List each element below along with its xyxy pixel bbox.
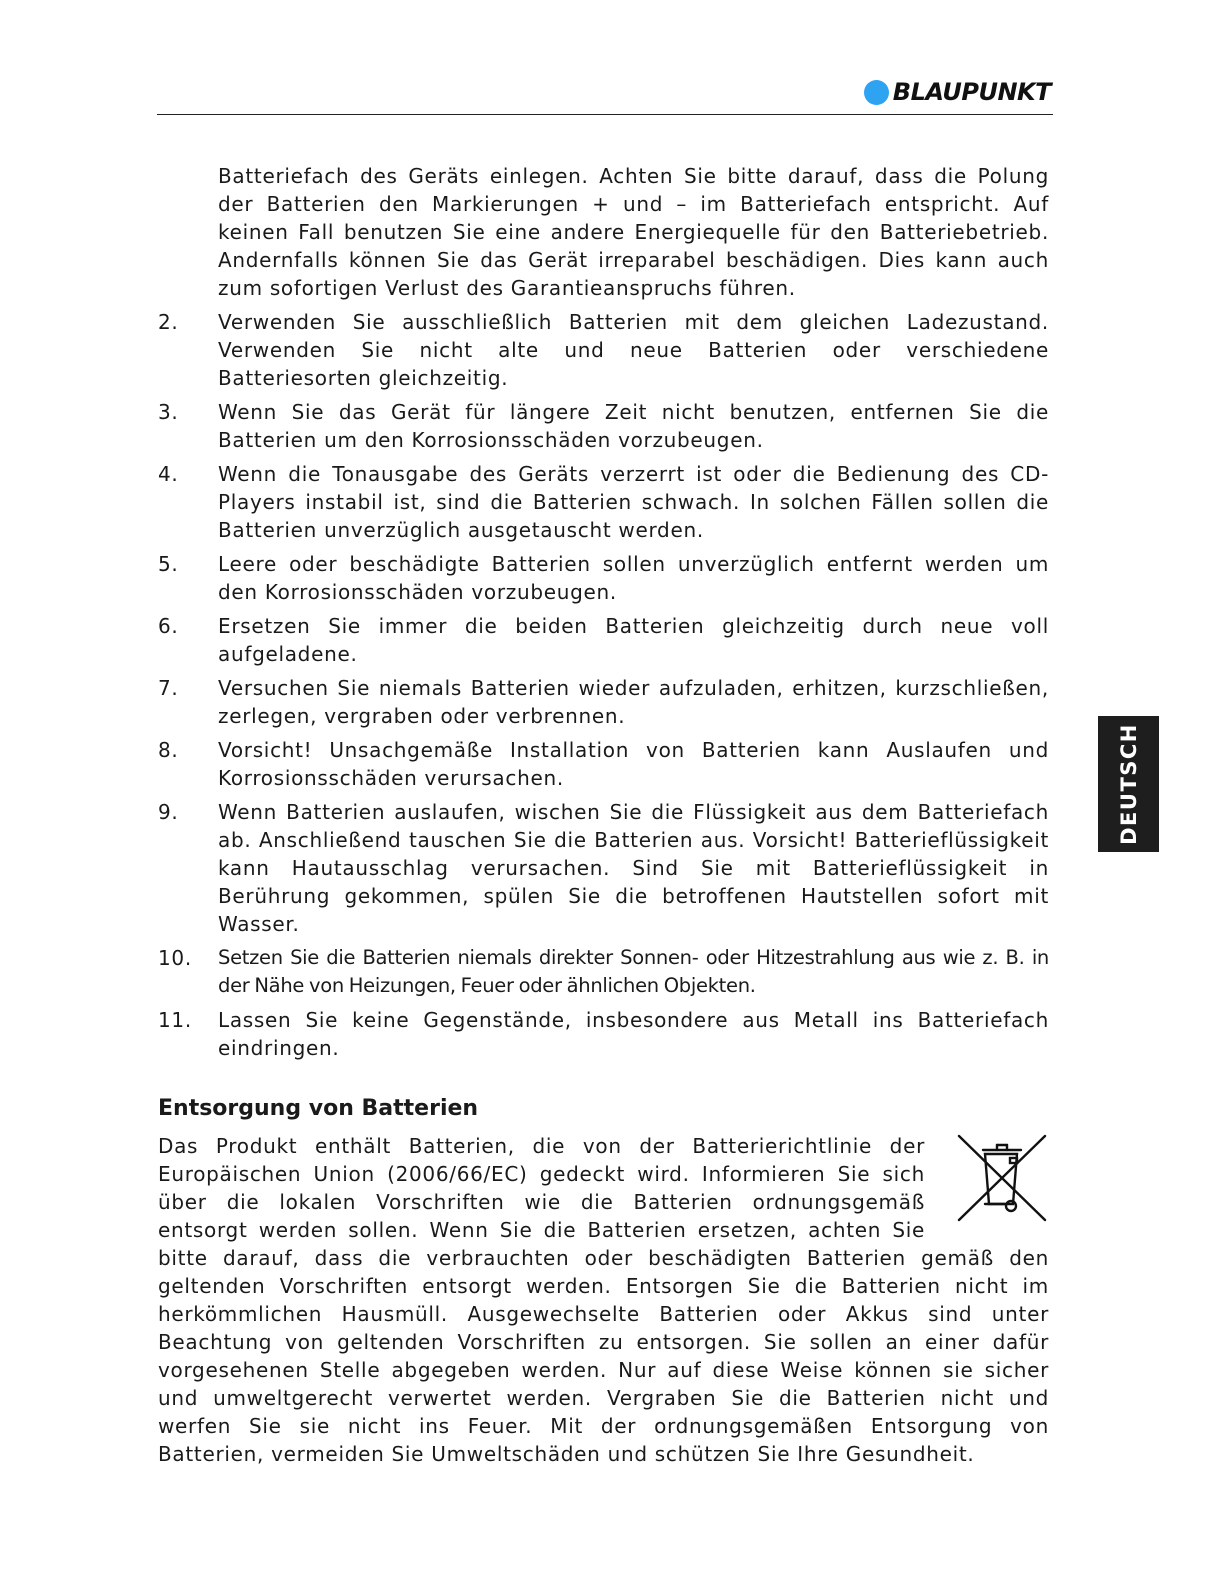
- list-item: [158, 1006, 1049, 1062]
- list-item-number: 7.: [158, 676, 179, 700]
- language-tab-label: DEUTSCH: [1116, 723, 1141, 845]
- list-item: [158, 674, 1049, 730]
- page-header: [157, 74, 1053, 115]
- crossed-out-wheelie-bin-icon: [955, 1132, 1049, 1226]
- list-item: [158, 944, 1049, 1000]
- list-item-number: 9.: [158, 800, 179, 824]
- list-item-text: Versuchen Sie niemals Batterien wieder aufzuladen, erhitzen, kurzschließen, zerlegen, vergraben oder verbrennen.: [218, 676, 1049, 728]
- list-item-text: Verwenden Sie ausschließlich Batterien mit dem gleichen Ladezustand. Verwenden Sie nicht alte und neue Batterien oder verschiedene Batteriesorten gleichzeitig.: [218, 310, 1049, 390]
- list-item-number: 6.: [158, 614, 179, 638]
- numbered-list: [158, 308, 1049, 1062]
- list-item: [158, 398, 1049, 454]
- disposal-paragraph: [158, 1132, 1049, 1468]
- section-heading: Entsorgung von Batterien: [158, 1096, 479, 1121]
- list-item: [158, 612, 1049, 668]
- brand-name: BLAUPUNKT: [892, 78, 1051, 106]
- list-item-text: Lassen Sie keine Gegenstände, insbesondere aus Metall ins Batteriefach eindringen.: [218, 1008, 1049, 1060]
- language-tab: [1098, 716, 1159, 852]
- list-item-text: Vorsicht! Unsachgemäße Installation von Batterien kann Auslaufen und Korrosionsschäden verursachen.: [218, 738, 1049, 790]
- intro-paragraph: Batteriefach des Geräts einlegen. Achten Sie bitte darauf, dass die Polung der Batterien den Markierungen + und – im Batteriefach entspricht. Auf keinen Fall benutzen Sie eine andere Energiequelle für den Batteriebetrieb. Andernfalls können Sie das Gerät irreparabel beschädigen. Dies kann auch zum sofortigen Verlust des Garantieanspruchs führen.: [218, 164, 1049, 300]
- list-item-number: 4.: [158, 462, 179, 486]
- list-item-text: Wenn Sie das Gerät für längere Zeit nicht benutzen, entfernen Sie die Batterien um den Korrosionsschäden vorzubeugen.: [218, 400, 1049, 452]
- brand-logo: [864, 78, 1051, 106]
- list-item: [158, 550, 1049, 606]
- logo-dot-icon: [864, 80, 889, 105]
- disposal-text: Das Produkt enthält Batterien, die von der Batterierichtlinie der Europäischen Union (2006/66/EC) gedeckt wird. Informieren Sie sich über die lokalen Vorschriften wie die Batterien ordnungsgemäß entsorgt werden sollen. Wenn Sie die Batterien ersetzen, achten Sie bitte darauf, dass die verbrauchten oder beschädigten Batterien gemäß den geltenden Vorschriften entsorgt werden. Entsorgen Sie die Batterien nicht im herkömmlichen Hausmüll. Ausgewechselte Batterien oder Akkus sind unter Beachtung von geltenden Vorschriften zu entsorgen. Sie sollen an einer dafür vorgesehenen Stelle abgegeben werden. Nur auf diese Weise können sie sicher und umweltgerecht verwertet werden. Vergraben Sie die Batterien nicht und werfen Sie sie nicht ins Feuer. Mit der ordnungsgemäßen Entsorgung von Batterien, vermeiden Sie Umweltschäden und schützen Sie Ihre Gesundheit.: [158, 1134, 1049, 1466]
- list-item-text: Setzen Sie die Batterien niemals direkter Sonnen- oder Hitzestrahlung aus wie z. B. in der Nähe von Heizungen, Feuer oder ähnlichen Objekten.: [218, 946, 1049, 997]
- list-item-number: 8.: [158, 738, 179, 762]
- list-item: [158, 736, 1049, 792]
- list-item-text: Wenn Batterien auslaufen, wischen Sie die Flüssigkeit aus dem Batteriefach ab. Anschließend tauschen Sie die Batterien aus. Vorsicht! Batterieflüssigkeit kann Hautausschlag verursachen. Sind Sie mit Batterieflüssigkeit in Berührung gekommen, spülen Sie die betroffenen Hautstellen sofort mit Wasser.: [218, 800, 1049, 936]
- list-item-text: Leere oder beschädigte Batterien sollen unverzüglich entfernt werden um den Korrosionsschäden vorzubeugen.: [218, 552, 1049, 604]
- list-item-text: Wenn die Tonausgabe des Geräts verzerrt ist oder die Bedienung des CD-Players instabil ist, sind die Batterien schwach. In solchen Fällen sollen die Batterien unverzüglich ausgetauscht werden.: [218, 462, 1049, 542]
- list-item-number: 2.: [158, 310, 179, 334]
- page-content: [158, 162, 1049, 1468]
- list-item-number: 11.: [158, 1008, 192, 1032]
- list-item-number: 3.: [158, 400, 179, 424]
- list-item-number: 5.: [158, 552, 179, 576]
- list-item-number: 10.: [158, 946, 192, 970]
- list-item: [158, 798, 1049, 938]
- list-item: [158, 308, 1049, 392]
- list-item: [158, 460, 1049, 544]
- list-item-text: Ersetzen Sie immer die beiden Batterien gleichzeitig durch neue voll aufgeladene.: [218, 614, 1049, 666]
